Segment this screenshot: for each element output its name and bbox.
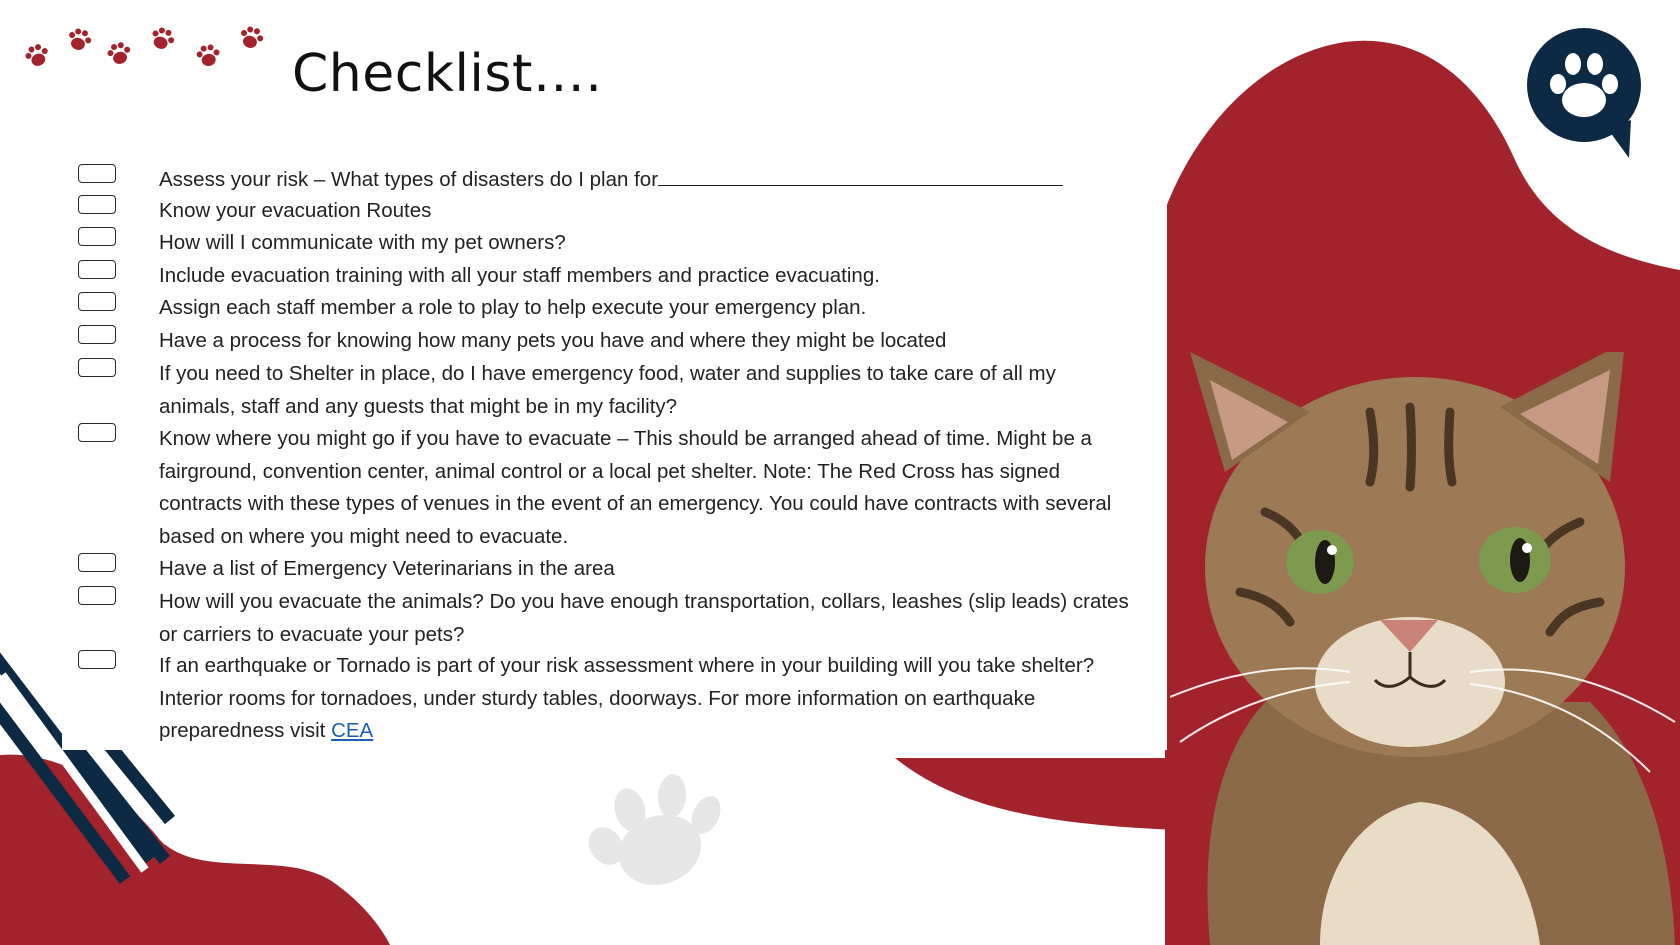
checklist-item-8: Know where you might go if you have to evacuate – This should be arranged ahead of time. Might be a fairground, convention center, animal control or a local pet shelter. Note: The Red Cross has signed contracts with these types of venues in the event of an emergency. You could have contracts with several based on where you might need to evacuate. [159, 427, 1112, 548]
red-wave-bottom [895, 758, 1180, 830]
checklist-item-11: If an earthquake or Tornado is part of your risk assessment where in your building will you take shelter? Interior rooms for tornadoes, under sturdy tables, doorways. For more information on earthquake preparedness visit CEA [159, 654, 1095, 742]
checkbox-2[interactable] [78, 195, 116, 214]
checklist-item-5: Assign each staff member a role to play to help execute your emergency plan. [159, 296, 867, 319]
cea-link[interactable]: CEA [331, 719, 374, 742]
checkbox-1[interactable] [78, 164, 116, 183]
checkbox-11[interactable] [78, 650, 116, 669]
paw-speech-bubble-icon [1527, 28, 1645, 160]
checklist-item-1: Assess your risk – What types of disasters do I plan for [159, 164, 1129, 197]
checklist-item-3: How will I communicate with my pet owners? [159, 231, 566, 254]
checklist-item-9: Have a list of Emergency Veterinarians in the area [159, 557, 615, 580]
page-title: Checklist…. [292, 44, 603, 104]
checklist-item-10: How will you evacuate the animals? Do you have enough transportation, collars, leashes (slip leads) crates or carriers to evacuate your pets? [159, 590, 1129, 646]
checkbox-3[interactable] [78, 227, 116, 246]
checkbox-7[interactable] [78, 358, 116, 377]
checkbox-10[interactable] [78, 586, 116, 605]
checkbox-6[interactable] [78, 325, 116, 344]
gray-paw-print [581, 773, 726, 896]
checklist-item-2: Know your evacuation Routes [159, 199, 432, 222]
tabby-cat-photo [1170, 352, 1680, 945]
checklist-item-6: Have a process for knowing how many pets you have and where they might be located [159, 329, 947, 352]
checklist-item-4: Include evacuation training with all your staff members and practice evacuating. [159, 264, 880, 287]
top-left-paws [23, 25, 266, 70]
checkbox-9[interactable] [78, 553, 116, 572]
checklist-item-7: If you need to Shelter in place, do I have emergency food, water and supplies to take care of all my animals, staff and any guests that might be in my facility? [159, 362, 1056, 418]
fill-in-blank [658, 167, 1063, 186]
checkbox-8[interactable] [78, 423, 116, 442]
checkbox-5[interactable] [78, 292, 116, 311]
checkbox-4[interactable] [78, 260, 116, 279]
